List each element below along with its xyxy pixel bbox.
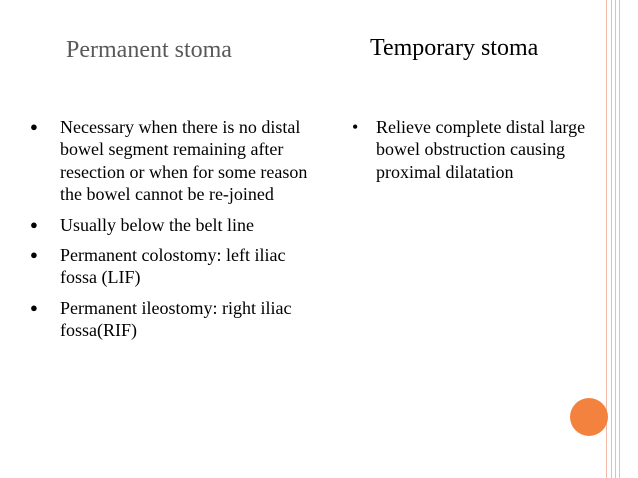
bullet-icon: ● [30, 119, 38, 134]
list-item [30, 214, 320, 236]
decorative-line [606, 0, 607, 478]
temporary-stoma-list [352, 116, 592, 191]
list-item-text: Usually below the belt line [60, 214, 254, 235]
decorative-orange-circle [570, 398, 608, 436]
list-item [30, 244, 320, 289]
list-item-text: Relieve complete distal large bowel obstruction causing proximal dilatation [376, 117, 586, 182]
permanent-stoma-list [30, 116, 320, 350]
decorative-line [611, 0, 612, 478]
list-item-text: Permanent ileostomy: right iliac fossa(RIF) [60, 297, 292, 341]
temporary-stoma-title: Temporary stoma [370, 35, 539, 61]
list-item [352, 116, 592, 183]
list-item [30, 116, 320, 206]
bullet-icon: ● [30, 247, 38, 263]
list-item-text: Necessary when there is no distal bowel segment remaining after resection or when for some reason the bowel cannot be re-joined [60, 117, 308, 205]
decorative-line [619, 0, 620, 478]
permanent-stoma-title: Permanent stoma [66, 37, 232, 63]
decorative-line [615, 0, 616, 478]
list-item [30, 297, 320, 342]
bullet-icon: ● [30, 299, 38, 315]
bullet-icon: • [352, 117, 359, 137]
list-item-text: Permanent colostomy: left iliac fossa (LIF) [60, 245, 286, 288]
bullet-icon: ● [30, 216, 38, 232]
